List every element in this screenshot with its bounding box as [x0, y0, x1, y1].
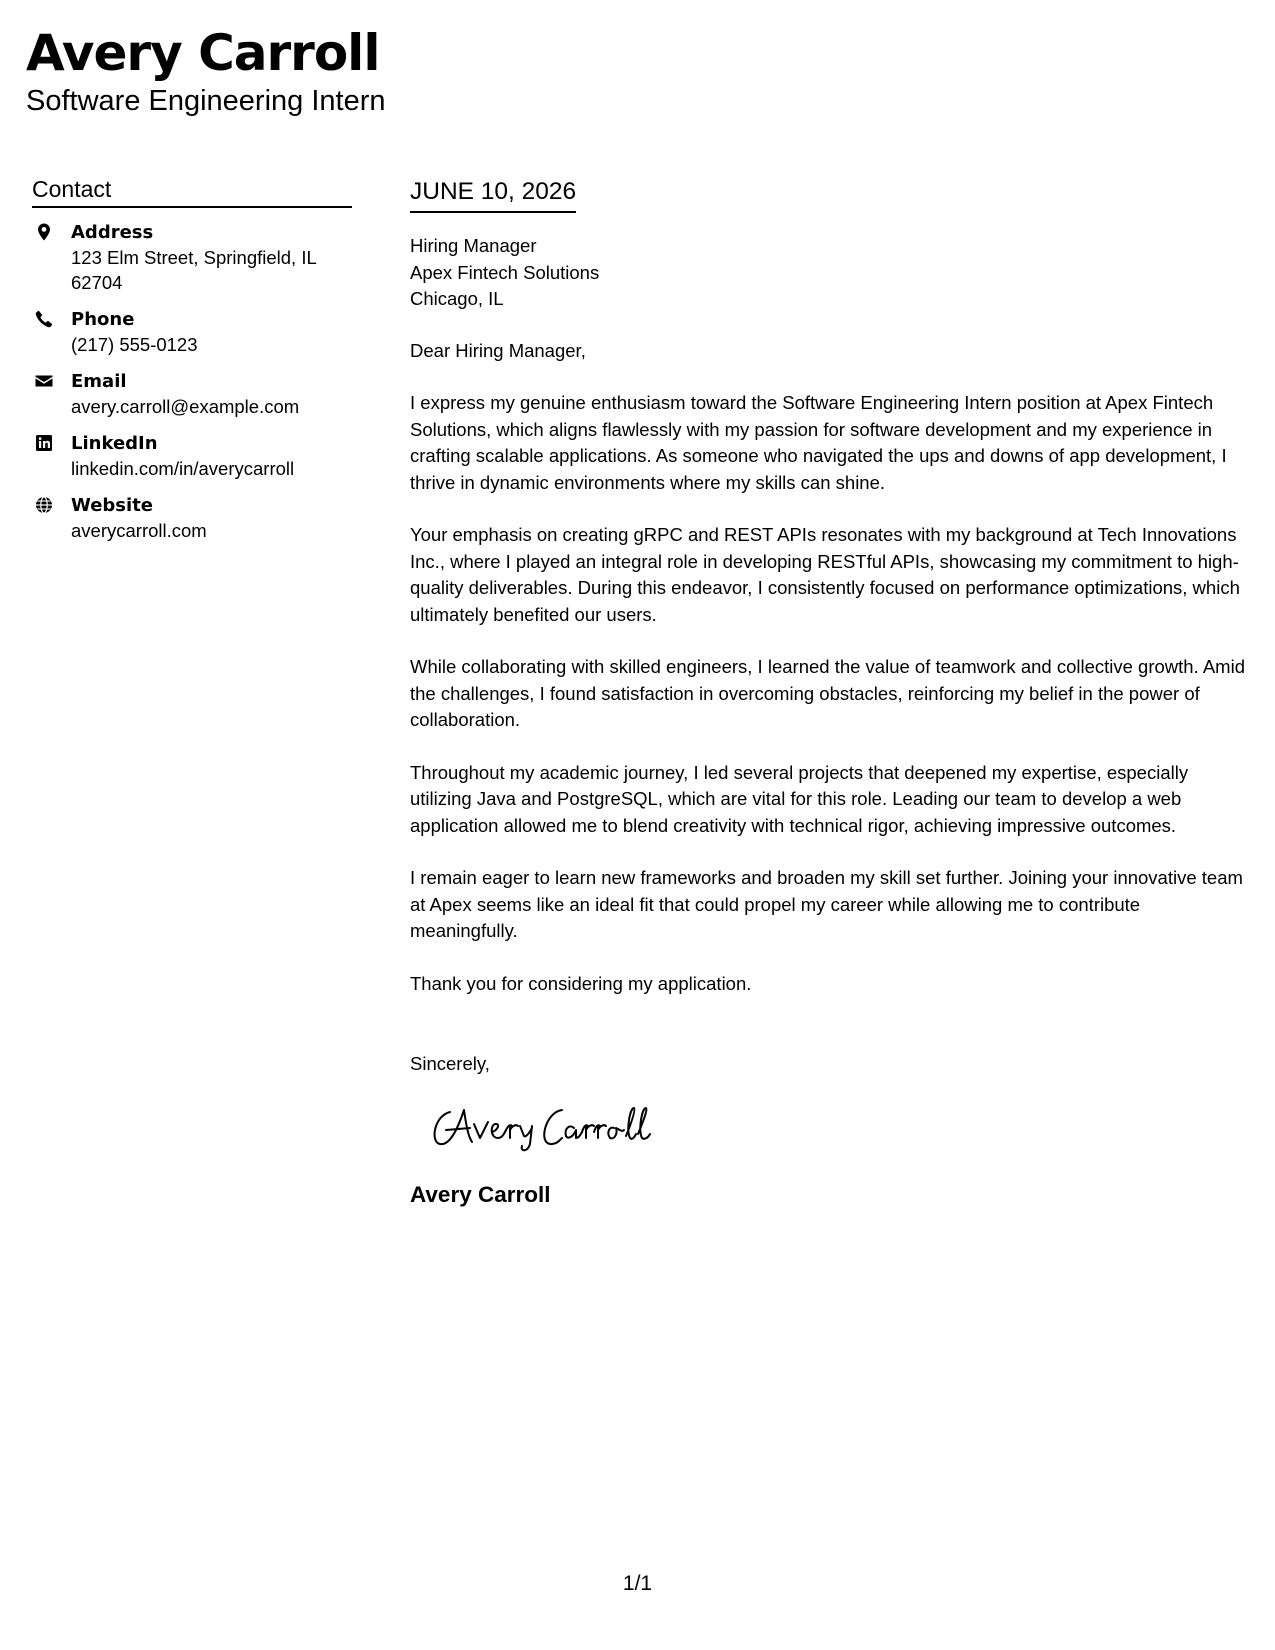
- salutation: Dear Hiring Manager,: [410, 339, 586, 361]
- recipient-block: [410, 233, 1248, 313]
- contact-address: [32, 220, 352, 295]
- candidate-name: Avery Carroll: [26, 24, 380, 82]
- recipient-name: Hiring Manager: [410, 235, 537, 256]
- email-label: Email: [71, 371, 127, 392]
- contact-website: [32, 493, 352, 543]
- phone-icon: [34, 309, 54, 329]
- body-paragraph: Thank you for considering my application.: [410, 972, 752, 994]
- handwritten-signature: [428, 1100, 668, 1154]
- body-paragraph: I express my genuine enthusiasm toward the Software Engineering Intern position at Apex Fintech Solutions, which aligns flawlessly with my passion for software development and my experience in crafting scalable applications. As someone who navigated the ups and downs of app development, I thrive in dynamic environments where my skills can shine.: [410, 392, 1227, 493]
- address-label: Address: [71, 222, 154, 243]
- contact-heading: Contact: [32, 174, 352, 208]
- linkedin-icon: [34, 433, 54, 453]
- map-pin-icon: [34, 222, 54, 242]
- globe-icon: [34, 495, 54, 515]
- body-paragraph: Your emphasis on creating gRPC and REST APIs resonates with my background at Tech Innovations Inc., where I played an integral role in developing RESTful APIs, showcasing my commitment to high-quality deliverables. During this endeavor, I consistently focused on performance optimizations, which ultimately benefited our users.: [410, 524, 1240, 625]
- body-paragraph: Throughout my academic journey, I led several projects that deepened my expertise, especially utilizing Java and PostgreSQL, which are vital for this role. Leading our team to develop a web application allowed me to blend creativity with technical rigor, achieving impressive outcomes.: [410, 761, 1189, 836]
- body-paragraph: While collaborating with skilled engineers, I learned the value of teamwork and collective growth. Amid the challenges, I found satisfaction in overcoming obstacles, reinforcing my belief in the power of collaboration.: [410, 656, 1245, 730]
- linkedin-value: linkedin.com/in/averycarroll: [71, 458, 295, 479]
- job-title: Software Engineering Intern: [26, 85, 386, 117]
- contact-phone: [32, 307, 352, 357]
- page-number: 1/1: [622, 1572, 653, 1595]
- closing: Sincerely,: [410, 1053, 490, 1074]
- phone-label: Phone: [71, 309, 135, 330]
- contact-email: [32, 369, 352, 419]
- phone-value: (217) 555-0123: [71, 334, 198, 355]
- contact-sidebar: [32, 174, 352, 555]
- address-line-1: 123 Elm Street, Springfield, IL: [71, 247, 317, 268]
- recipient-location: Chicago, IL: [410, 288, 504, 309]
- website-value: averycarroll.com: [71, 520, 207, 541]
- body-paragraph: I remain eager to learn new frameworks and broaden my skill set further. Joining your innovative team at Apex seems like an ideal fit that could propel my career while allowing me to contribute meaningfully.: [410, 867, 1243, 941]
- website-label: Website: [71, 495, 154, 516]
- address-line-2: 62704: [71, 272, 123, 293]
- signed-name: Avery Carroll: [410, 1181, 551, 1207]
- recipient-company: Apex Fintech Solutions: [410, 261, 600, 283]
- email-value: avery.carroll@example.com: [71, 396, 300, 417]
- envelope-icon: [34, 371, 54, 391]
- contact-linkedin: [32, 431, 352, 481]
- header: [26, 22, 386, 118]
- letter-date: JUNE 10, 2026: [410, 176, 576, 213]
- linkedin-label: LinkedIn: [71, 433, 158, 454]
- letter-body: [410, 176, 1248, 1210]
